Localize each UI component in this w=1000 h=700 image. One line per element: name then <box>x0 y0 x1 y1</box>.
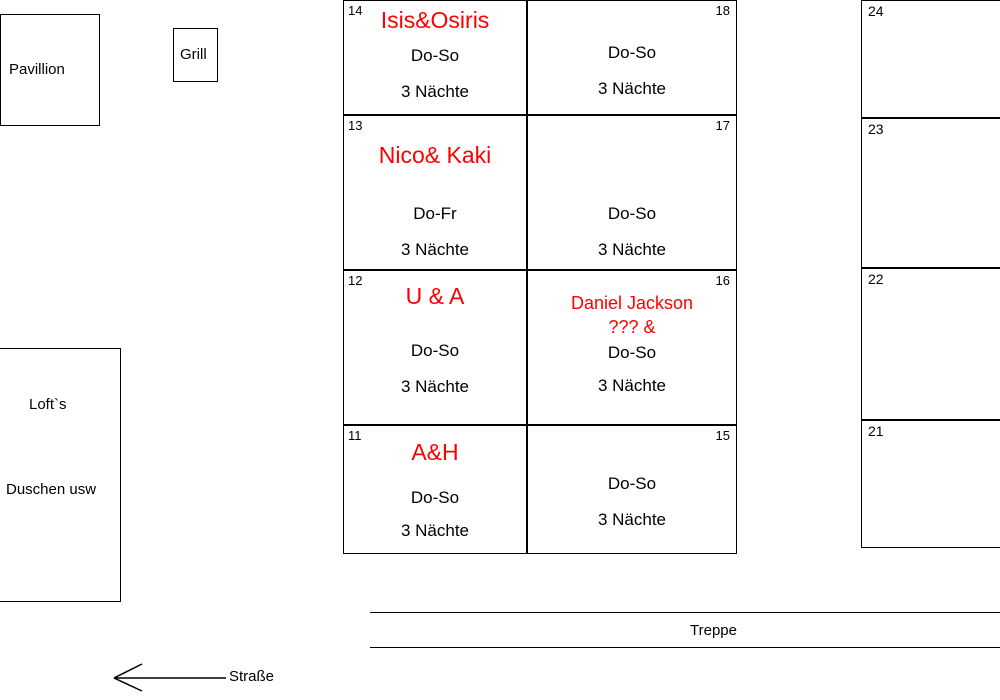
plot-cell-18[interactable] <box>527 0 737 115</box>
plot-line-13-2: 3 Nächte <box>400 240 470 259</box>
plot-cell-16[interactable] <box>527 270 737 425</box>
plot-number-15: 15 <box>715 428 730 443</box>
duschen-label: Duschen usw <box>6 481 97 498</box>
plot-number-24: 24 <box>868 3 884 19</box>
plot-line-15-1: Do-So <box>607 474 657 493</box>
plot-number-22: 22 <box>868 271 884 287</box>
plot-cell-22[interactable] <box>861 268 1000 420</box>
plot-line-17-2: 3 Nächte <box>597 240 667 259</box>
plot-line-12-2: 3 Nächte <box>400 377 470 396</box>
plot-line-14-1: Do-So <box>410 46 460 65</box>
treppe-line-bottom <box>370 647 1000 648</box>
plot-line-11-2: 3 Nächte <box>400 521 470 540</box>
plot-line-16-2: 3 Nächte <box>597 376 667 395</box>
treppe-line-top <box>370 612 1000 613</box>
strasse-arrow-icon <box>104 660 229 692</box>
pavillion-label: Pavillion <box>9 61 65 78</box>
plot-number-12: 12 <box>348 273 363 288</box>
plot-cell-12[interactable] <box>343 270 527 425</box>
plot-line-12-1: Do-So <box>410 341 460 360</box>
plot-number-16: 16 <box>715 273 730 288</box>
plot-line-18-2: 3 Nächte <box>597 79 667 98</box>
plot-title-16: Daniel Jackson <box>570 293 694 313</box>
plot-cell-21[interactable] <box>861 420 1000 548</box>
plot-line-18-1: Do-So <box>607 43 657 62</box>
plot-number-18: 18 <box>715 3 730 18</box>
plot-title-13: Nico& Kaki <box>378 142 492 168</box>
plot-line-15-2: 3 Nächte <box>597 510 667 529</box>
plot-title-11: A&H <box>411 439 459 465</box>
plot-line-16-1: Do-So <box>607 343 657 362</box>
treppe-label: Treppe <box>690 622 737 639</box>
plot-number-13: 13 <box>348 118 363 133</box>
plot-line-17-1: Do-So <box>607 204 657 223</box>
plot-cell-24[interactable] <box>861 0 1000 118</box>
plot-line-11-1: Do-So <box>410 488 460 507</box>
lofts-label: Loft`s <box>29 396 67 413</box>
lofts-duschen-box <box>0 348 121 602</box>
plot-line-14-2: 3 Nächte <box>400 82 470 101</box>
plot-number-23: 23 <box>868 121 884 137</box>
plot-number-11: 11 <box>348 428 362 443</box>
plot-line-13-1: Do-Fr <box>413 204 457 223</box>
strasse-label: Straße <box>229 668 275 685</box>
plot-title-12: U & A <box>405 283 465 309</box>
plot-cell-15[interactable] <box>527 425 737 554</box>
plot-cell-17[interactable] <box>527 115 737 270</box>
plot-number-17: 17 <box>715 118 730 133</box>
plot-title-14: Isis&Osiris <box>380 7 490 33</box>
grill-label: Grill <box>180 46 207 63</box>
plot-number-21: 21 <box>868 423 884 439</box>
plot-number-14: 14 <box>348 3 363 18</box>
plot-cell-11[interactable] <box>343 425 527 554</box>
plot-cell-23[interactable] <box>861 118 1000 268</box>
plot-cell-13[interactable] <box>343 115 527 270</box>
plot-title-16-line2: ??? & <box>608 317 656 337</box>
plot-cell-14[interactable] <box>343 0 527 115</box>
